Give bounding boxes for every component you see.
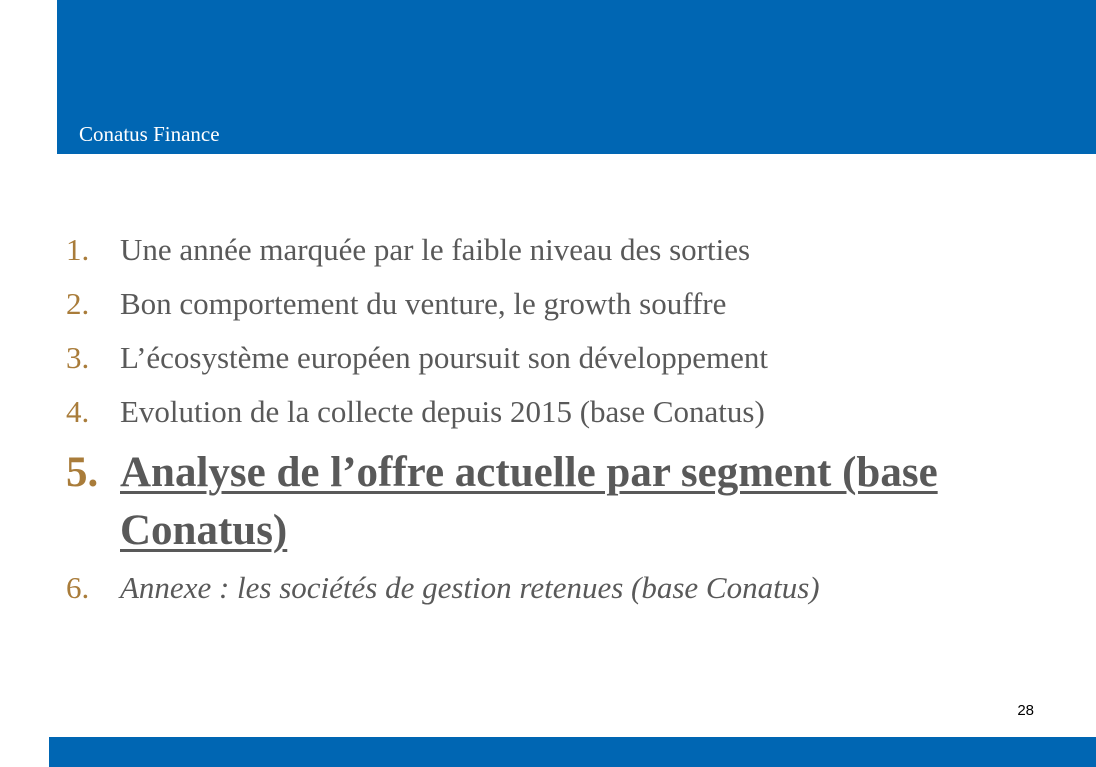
agenda-item-text: Annexe : les sociétés de gestion retenues (base Conatus): [120, 570, 820, 605]
agenda-item-text: Evolution de la collecte depuis 2015 (base Conatus): [120, 394, 765, 429]
brand-name: Conatus Finance: [79, 122, 220, 146]
agenda-item-6-appendix: [66, 566, 1026, 610]
agenda-list: [66, 228, 1026, 610]
agenda-item-number: 6.: [66, 570, 90, 605]
agenda-item-text: Bon comportement du venture, le growth souffre: [120, 286, 727, 321]
footer-band: [49, 737, 1096, 767]
agenda-item-number: 4.: [66, 394, 90, 429]
agenda-item-1: [66, 228, 1026, 272]
page-number: 28: [1017, 702, 1034, 719]
agenda-item-5-current: [66, 444, 1026, 560]
agenda-item-number: 2.: [66, 286, 90, 321]
agenda-item-4: [66, 390, 1026, 434]
agenda-item-text: Une année marquée par le faible niveau des sorties: [120, 232, 751, 267]
agenda-item-text: Analyse de l’offre actuelle par segment (base Conatus): [120, 449, 938, 554]
agenda-item-2: [66, 282, 1026, 326]
agenda-item-number: 1.: [66, 232, 90, 267]
header-band: [57, 0, 1096, 154]
agenda-item-number: 3.: [66, 340, 90, 375]
agenda-item-number: 5.: [66, 449, 99, 496]
agenda-item-text: L’écosystème européen poursuit son développement: [120, 340, 768, 375]
agenda-item-3: [66, 336, 1026, 380]
